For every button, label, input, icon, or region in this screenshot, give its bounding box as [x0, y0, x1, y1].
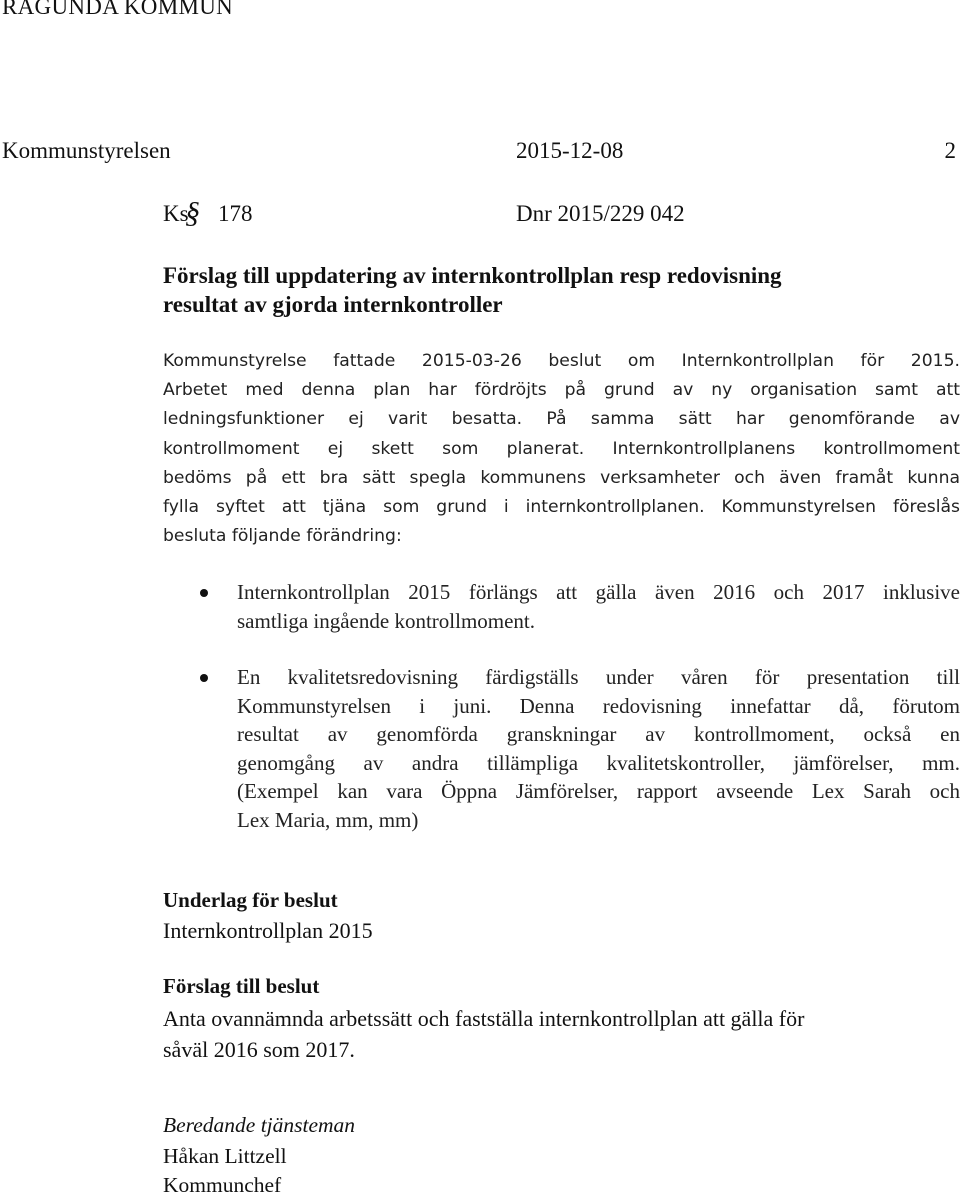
bullet-item	[237, 578, 960, 635]
organization-name: RAGUNDA KOMMUN	[2, 0, 234, 19]
title-line: resultat av gjorda internkontroller	[163, 292, 503, 317]
page-number: 2	[944, 138, 956, 163]
bullet-item	[237, 663, 960, 834]
body-line: Kommunstyrelse fattade 2015-03-26 beslut om Internkontrollplan för 2015.	[163, 351, 960, 371]
signature-title: Kommunchef	[163, 1173, 282, 1197]
proposal-heading: Förslag till beslut	[163, 974, 320, 998]
case-title	[163, 261, 923, 319]
bullet-line: Internkontrollplan 2015 förlängs att gälla även 2016 och 2017 inklusive	[237, 580, 960, 604]
signature-role-heading: Beredande tjänsteman	[163, 1113, 356, 1137]
section-sign: §	[185, 196, 200, 229]
bullet-line: En kvalitetsredovisning färdigställs under våren för presentation till	[237, 665, 960, 689]
case-number: 178	[218, 201, 253, 226]
header-body: Kommunstyrelsen	[2, 138, 171, 163]
bullet-icon	[200, 674, 208, 682]
title-line: Förslag till uppdatering av internkontrollplan resp redovisning	[163, 263, 782, 288]
header-date: 2015-12-08	[516, 138, 624, 163]
bullet-line: Lex Maria, mm, mm)	[237, 807, 419, 832]
bullet-line: (Exempel kan vara Öppna Jämförelser, rapport avseende Lex Sarah och	[237, 779, 960, 803]
bullet-line: genomgång av andra tillämpliga kvalitetskontroller, jämförelser, mm.	[237, 750, 960, 775]
case-dnr: Dnr 2015/229 042	[516, 201, 685, 226]
body-line: fylla syftet att tjäna som grund i internkontrollplanen. Kommunstyrelsen föreslås	[163, 497, 960, 518]
bullet-icon	[200, 589, 208, 597]
bullet-line: samtliga ingående kontrollmoment.	[237, 608, 536, 633]
case-ks-label: Ks	[163, 201, 189, 226]
body-line: ledningsfunktioner ej varit besatta. På samma sätt har genomförande av	[163, 409, 960, 430]
body-line: besluta följande förändring:	[163, 526, 402, 547]
proposal-line: Anta ovannämnda arbetssätt och fastställa internkontrollplan att gälla för	[163, 1006, 805, 1031]
basis-heading: Underlag för beslut	[163, 888, 338, 912]
signature-name: Håkan Littzell	[163, 1144, 287, 1168]
bullet-line: resultat av genomförda granskningar av kontrollmoment, också en	[237, 722, 960, 746]
basis-text: Internkontrollplan 2015	[163, 918, 373, 943]
proposal-line: såväl 2016 som 2017.	[163, 1037, 355, 1062]
proposal-text	[163, 1003, 953, 1065]
body-paragraph	[163, 347, 960, 551]
body-line: bedöms på ett bra sätt spegla kommunens verksamheter och även framåt kunna	[163, 467, 960, 488]
bullet-line: Kommunstyrelsen i juni. Denna redovisning innefattar då, förutom	[237, 693, 960, 718]
body-line: kontrollmoment ej skett som planerat. Internkontrollplanens kontrollmoment	[163, 438, 960, 459]
body-line: Arbetet med denna plan har fördröjts på grund av ny organisation samt att	[163, 380, 960, 401]
